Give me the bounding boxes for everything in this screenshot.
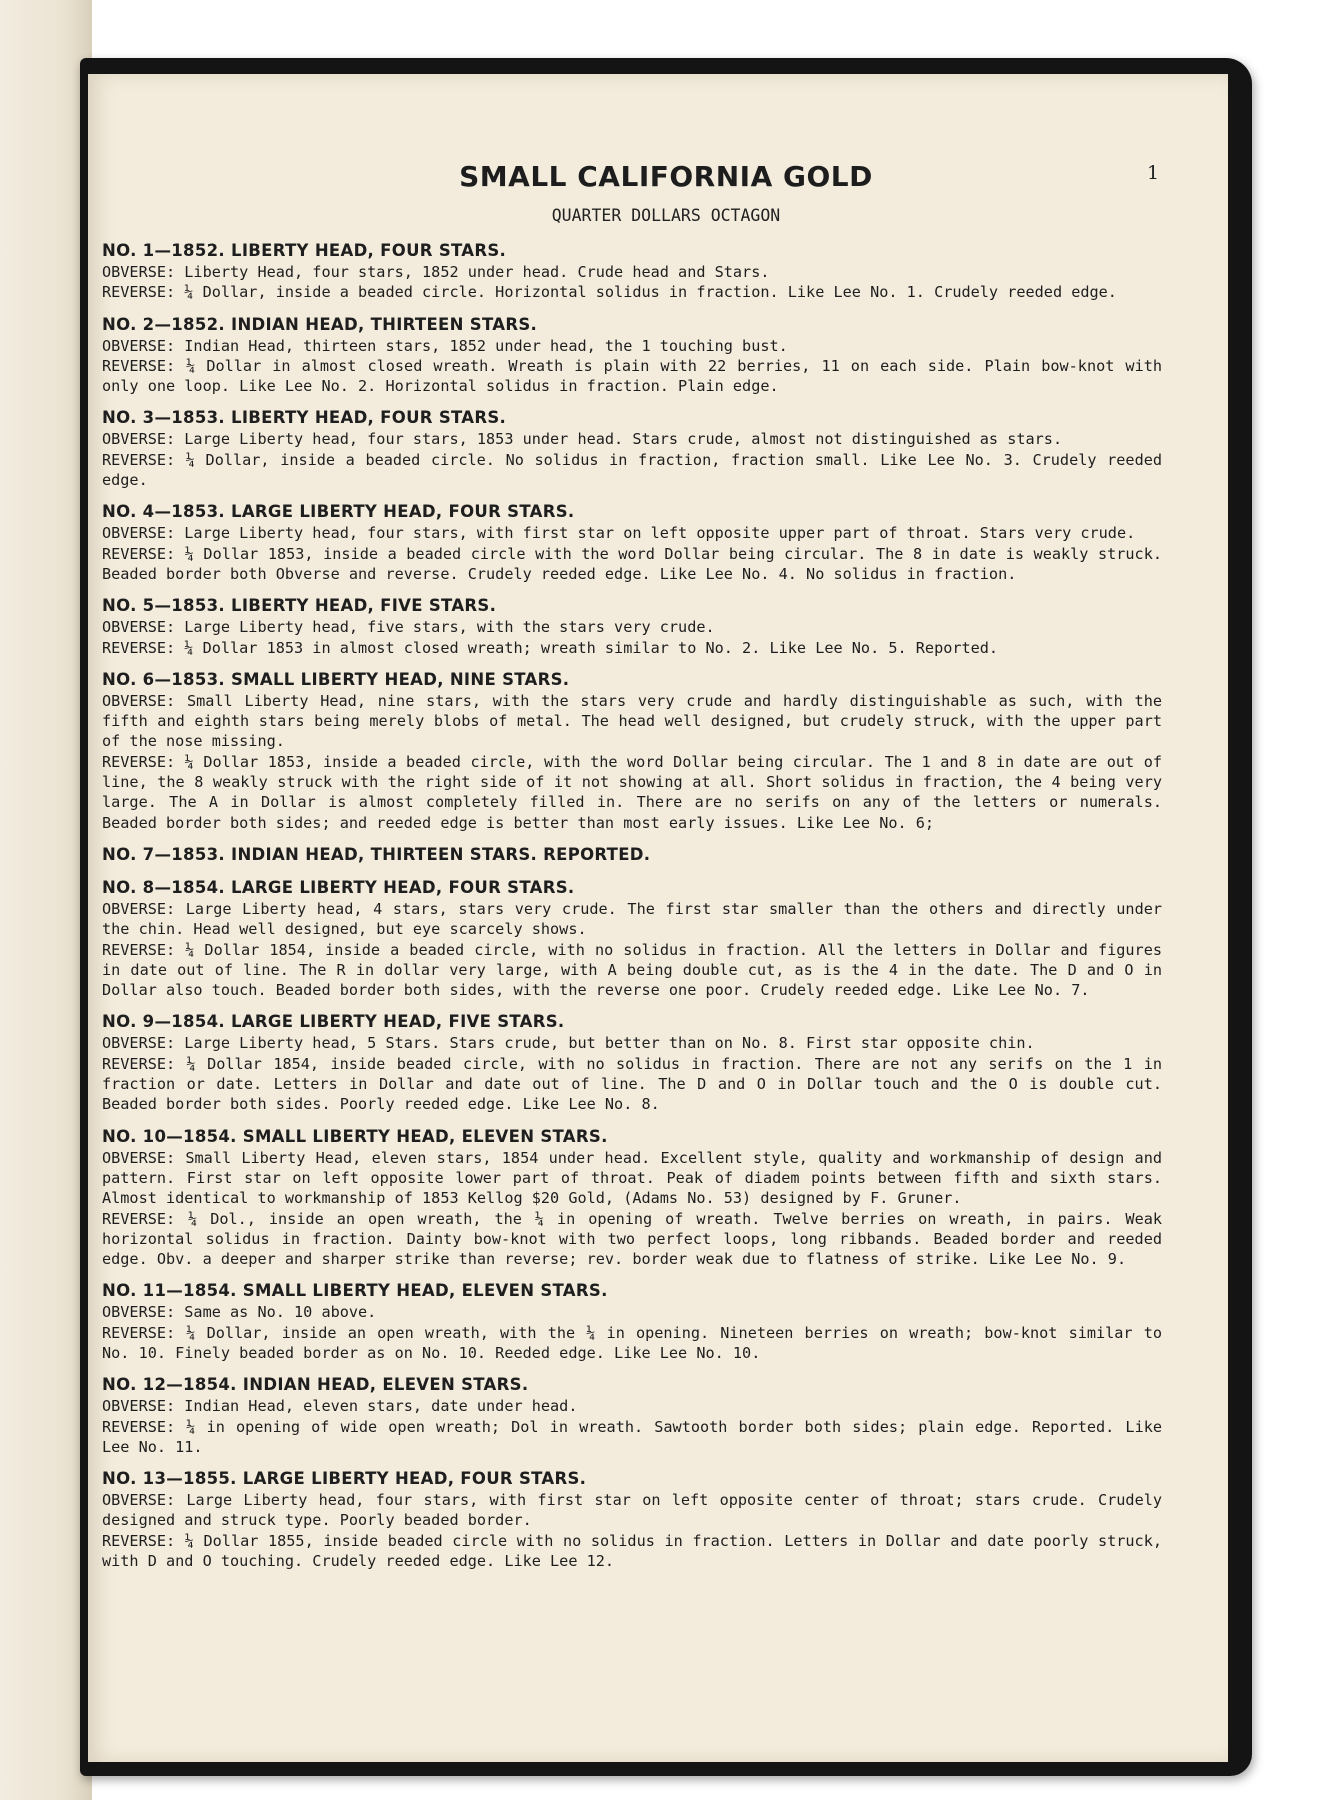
- entry-description: OBVERSE: Large Liberty head, five stars, with the stars very crude.: [102, 618, 715, 637]
- entry-description: OBVERSE: Large Liberty head, four stars, with first star on left opposite upper part of throat. Stars very crude.: [102, 524, 1136, 543]
- entry-description: REVERSE: ¼ Dollar in almost closed wreath. Wreath is plain with 22 berries, 11 on each side. Plain bow-knot with only one loop. Like Lee No. 2. Horizontal solidus in fraction. Plain edge.: [102, 356, 1162, 396]
- page-title: SMALL CALIFORNIA GOLD: [459, 160, 873, 193]
- catalog-entry: [102, 844, 1162, 866]
- entry-description: REVERSE: ¼ Dollar 1854, inside a beaded circle, with no solidus in fraction. All the letters in Dollar and figures in date out of line. The R in dollar very large, with A being double cut, as is the 4 in the date. The D and O in Dollar also touch. Beaded border both sides, with the reverse one poor. Crudely reeded edge. Like Lee No. 7.: [102, 940, 1162, 1000]
- page-subtitle: QUARTER DOLLARS OCTAGON: [551, 206, 781, 225]
- entry-description: REVERSE: ¼ Dollar 1853 in almost closed wreath; wreath similar to No. 2. Like Lee No. 5. Reported.: [102, 638, 999, 657]
- page-number: 1: [1147, 162, 1160, 184]
- entry-description: REVERSE: ¼ Dollar 1853, inside a beaded circle, with the word Dollar being circular. The 1 and 8 in date are out of line, the 8 weakly struck with the right side of it not showing at all. Short solidus in fraction, the 4 being very large. The A in Dollar is almost completely filled in. There are no serifs on any of the letters or numerals. Beaded border both sides; and reeded edge is better than most early issues. Like Lee No. 6;: [102, 752, 1162, 832]
- entry-description: OBVERSE: Small Liberty Head, nine stars, with the stars very crude and hardly distinguishable as such, with the fifth and eighth stars being merely blobs of metal. The head well designed, but crudely struck, with the upper part of the nose missing.: [102, 691, 1162, 751]
- entry-heading: NO. 12—1854. INDIAN HEAD, ELEVEN STARS.: [102, 1375, 529, 1395]
- catalog-entry: [102, 669, 1162, 833]
- catalog-entry: [102, 501, 1162, 584]
- previous-page-edge: [0, 0, 92, 1800]
- entry-heading: NO. 8—1854. LARGE LIBERTY HEAD, FOUR STARS.: [102, 877, 575, 897]
- catalog-entries: [102, 240, 1162, 1582]
- entry-heading: NO. 3—1853. LIBERTY HEAD, FOUR STARS.: [102, 408, 507, 428]
- entry-description: REVERSE: ¼ Dollar, inside a beaded circle. Horizontal solidus in fraction. Like Lee No. 1. Crudely reeded edge.: [102, 283, 1117, 302]
- entry-description: REVERSE: ¼ Dol., inside an open wreath, the ¼ in opening of wreath. Twelve berries on wreath, in pairs. Weak horizontal solidus in fraction. Dainty bow-knot with two perfect loops, long ribbands. Beaded border and reeded edge. Obv. a deeper and sharper strike than reverse; rev. border weak due to flatness of strike. Like Lee No. 9.: [102, 1209, 1162, 1269]
- entry-description: OBVERSE: Small Liberty Head, eleven stars, 1854 under head. Excellent style, quality and workmanship of design and pattern. First star on left opposite lower part of throat. Peak of diadem points between fifth and sixth stars. Almost identical to workmanship of 1853 Kellog $20 Gold, (Adams No. 53) designed by F. Gruner.: [102, 1148, 1162, 1208]
- entry-heading: NO. 10—1854. SMALL LIBERTY HEAD, ELEVEN STARS.: [102, 1126, 608, 1146]
- entry-description: OBVERSE: Liberty Head, four stars, 1852 under head. Crude head and Stars.: [102, 263, 770, 281]
- entry-description: REVERSE: ¼ Dollar 1855, inside beaded circle with no solidus in fraction. Letters in Dollar and date poorly struck, with D and O touching. Crudely reeded edge. Like Lee 12.: [102, 1531, 1162, 1571]
- catalog-entry: [102, 1468, 1162, 1571]
- entry-heading: NO. 7—1853. INDIAN HEAD, THIRTEEN STARS. REPORTED.: [102, 844, 651, 864]
- catalog-entry: [102, 877, 1162, 1000]
- entry-description: OBVERSE: Same as No. 10 above.: [102, 1303, 377, 1322]
- catalog-entry: [102, 407, 1162, 490]
- entry-heading: NO. 13—1855. LARGE LIBERTY HEAD, FOUR STARS.: [102, 1469, 587, 1489]
- entry-description: OBVERSE: Large Liberty head, 4 stars, stars very crude. The first star smaller than the others and directly under the chin. Head well designed, but eye scarcely shows.: [102, 899, 1162, 939]
- catalog-entry: [102, 595, 1162, 658]
- entry-description: REVERSE: ¼ Dollar 1854, inside beaded circle, with no solidus in fraction. There are not any serifs on the 1 in fraction or date. Letters in Dollar and date out of line. The D and O in Dollar touch and the O is double cut. Beaded border both sides. Poorly reeded edge. Like Lee No. 8.: [102, 1054, 1162, 1114]
- entry-description: REVERSE: ¼ Dollar, inside an open wreath, with the ¼ in opening. Nineteen berries on wreath; bow-knot similar to No. 10. Finely beaded border as on No. 10. Reeded edge. Like Lee No. 10.: [102, 1323, 1162, 1362]
- catalog-entry: [102, 1374, 1162, 1457]
- entry-heading: NO. 9—1854. LARGE LIBERTY HEAD, FIVE STARS.: [102, 1012, 565, 1032]
- entry-heading: NO. 1—1852. LIBERTY HEAD, FOUR STARS.: [102, 241, 507, 260]
- entry-description: OBVERSE: Indian Head, eleven stars, date under head.: [102, 1397, 578, 1416]
- catalog-entry: [102, 240, 1162, 303]
- entry-heading: NO. 6—1853. SMALL LIBERTY HEAD, NINE STARS.: [102, 669, 570, 689]
- entry-description: OBVERSE: Indian Head, thirteen stars, 1852 under head, the 1 touching bust.: [102, 336, 788, 355]
- entry-description: OBVERSE: Large Liberty head, 5 Stars. Stars crude, but better than on No. 8. First star opposite chin.: [102, 1034, 1035, 1053]
- entry-heading: NO. 11—1854. SMALL LIBERTY HEAD, ELEVEN STARS.: [102, 1281, 608, 1301]
- entry-heading: NO. 4—1853. LARGE LIBERTY HEAD, FOUR STARS.: [102, 502, 575, 522]
- entry-description: REVERSE: ¼ Dollar, inside a beaded circle. No solidus in fraction, fraction small. Like Lee No. 3. Crudely reeded edge.: [102, 450, 1162, 490]
- entry-heading: NO. 2—1852. INDIAN HEAD, THIRTEEN STARS.: [102, 314, 538, 334]
- catalog-entry: [102, 1126, 1162, 1270]
- entry-description: REVERSE: ¼ Dollar 1853, inside a beaded circle with the word Dollar being circular. The 8 in date is weakly struck. Beaded border both Obverse and reverse. Crudely reeded edge. Like Lee No. 4. No solidus in fraction.: [102, 544, 1162, 583]
- entry-description: OBVERSE: Large Liberty head, four stars, with first star on left opposite center of throat; stars crude. Crudely designed and struck type. Poorly beaded border.: [102, 1491, 1162, 1530]
- catalog-entry: [102, 1011, 1162, 1114]
- entry-heading: NO. 5—1853. LIBERTY HEAD, FIVE STARS.: [102, 596, 497, 616]
- entry-description: OBVERSE: Large Liberty head, four stars, 1853 under head. Stars crude, almost not distinguished as stars.: [102, 430, 1063, 449]
- entry-description: REVERSE: ¼ in opening of wide open wreath; Dol in wreath. Sawtooth border both sides; plain edge. Reported. Like Lee No. 11.: [102, 1417, 1162, 1456]
- catalog-entry: [102, 1280, 1162, 1363]
- catalog-entry: [102, 314, 1162, 397]
